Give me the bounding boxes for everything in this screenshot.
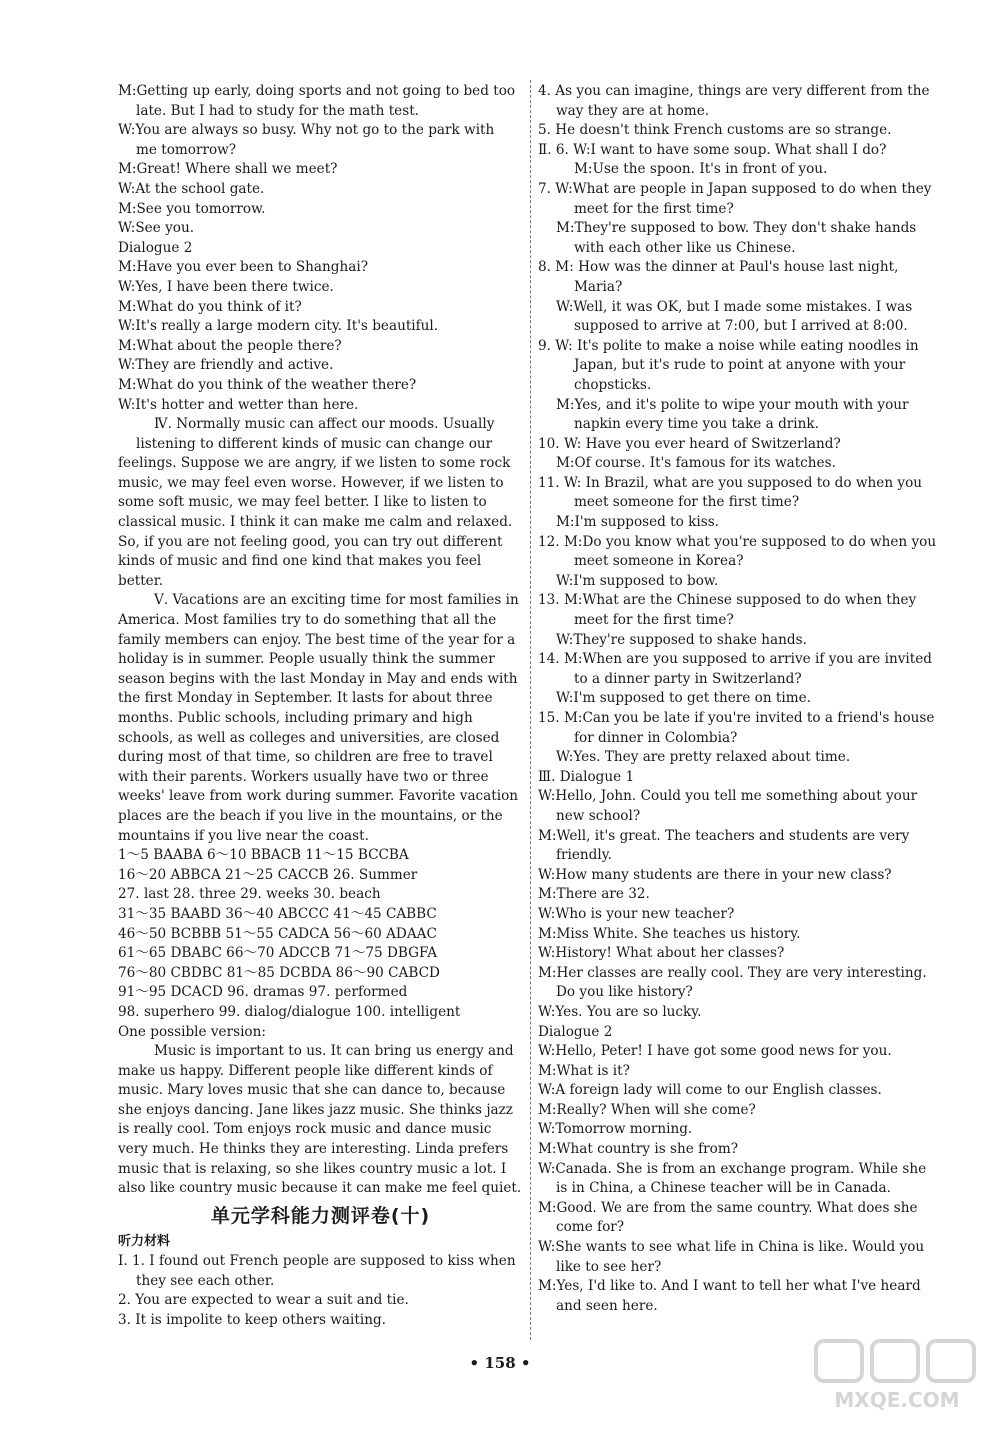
text-line: 11. W: In Brazil, what are you supposed to do when you: [538, 474, 923, 491]
text-line: better.: [118, 572, 164, 589]
text-line: Japan, but it's rude to point at anyone with your: [574, 357, 906, 374]
text-line: W:Hello, Peter! I have got some good news for you.: [538, 1043, 892, 1060]
text-line: Ⅰ. 1. I found out French people are supposed to kiss when: [118, 1253, 516, 1270]
text-line: M:Good. We are from the same country. What does she: [538, 1199, 918, 1216]
text-line: like to see her?: [556, 1258, 662, 1275]
text-line: months. Public schools, including primary and high: [118, 710, 473, 726]
column-divider: [530, 80, 531, 1340]
text-line: meet someone in Korea?: [574, 553, 744, 570]
text-line: Ⅳ. Normally music can affect our moods. Usually: [154, 416, 495, 433]
text-line: W:Yes, I have been there twice.: [118, 278, 334, 295]
text-line: M:Yes, I'd like to. And I want to tell her what I've heard: [538, 1278, 921, 1295]
text-line: 14. M:When are you supposed to arrive if you are invited: [538, 651, 932, 668]
text-line: Dialogue 2: [538, 1023, 613, 1040]
text-line: M:What do you think of it?: [118, 298, 302, 315]
text-line: listening to different kinds of music can change our: [136, 435, 493, 452]
watermark-logo: [812, 1337, 982, 1415]
text-line: napkin every time you take a drink.: [574, 416, 819, 433]
text-line: with each other like us Chinese.: [574, 239, 796, 256]
text-line: Music is important to us. It can bring us energy and: [154, 1043, 514, 1060]
text-line: way they are at home.: [556, 102, 710, 119]
text-line: she enjoys dancing. Jane likes jazz music. She thinks jazz: [118, 1101, 513, 1118]
right-column: [538, 82, 948, 1316]
text-line: W:I'm supposed to bow.: [556, 572, 719, 589]
text-line: M:Well, it's great. The teachers and students are very: [538, 827, 910, 844]
text-line: 10. W: Have you ever heard of Switzerland?: [538, 435, 841, 452]
right-text-block: [538, 82, 948, 1316]
text-line: 3. It is impolite to keep others waiting.: [118, 1311, 386, 1328]
text-line: W:See you.: [118, 220, 195, 237]
text-line: 4. As you can imagine, things are very different from the: [538, 83, 930, 99]
text-line: Dialogue 2: [118, 239, 193, 256]
text-line: Ⅲ. Dialogue 1: [538, 768, 635, 785]
text-line: M:I'm supposed to kiss.: [556, 514, 720, 531]
text-line: W:Tomorrow morning.: [538, 1121, 693, 1138]
text-line: 27. last 28. three 29. weeks 30. beach: [118, 886, 381, 903]
text-line: Ⅴ. Vacations are an exciting time for most families in: [154, 592, 519, 609]
text-line: America. Most families try to do something that all the: [118, 612, 497, 629]
text-line: W:A foreign lady will come to our English classes.: [538, 1082, 882, 1099]
section-title: 单元学科能力测评卷(十): [210, 1204, 431, 1227]
text-line: 2. You are expected to wear a suit and tie.: [118, 1292, 409, 1309]
text-line: W:They're supposed to shake hands.: [556, 631, 807, 648]
text-line: W:I'm supposed to get there on time.: [556, 690, 812, 707]
text-line: M:See you tomorrow.: [118, 200, 266, 217]
text-line: they see each other.: [136, 1272, 275, 1289]
text-line: 46～50 BCBBB 51～55 CADCA 56～60 ADAAC: [118, 925, 437, 942]
text-line: W:Who is your new teacher?: [538, 905, 735, 922]
text-line: 16～20 ABBCA 21～25 CACCB 26. Summer: [118, 866, 418, 883]
text-line: and seen here.: [556, 1297, 658, 1314]
text-line: meet for the first time?: [574, 612, 734, 629]
text-line: Maria?: [574, 278, 623, 295]
text-line: 7. W:What are people in Japan supposed to do when they: [538, 180, 932, 197]
left-column: [118, 82, 523, 1330]
text-line: One possible version:: [118, 1023, 266, 1040]
page-number-bullet-right: •: [520, 1354, 531, 1372]
text-line: some soft music, we may feel better. I like to listen to: [118, 494, 487, 511]
text-line: is in China, a Chinese teacher will be in Canada.: [556, 1180, 891, 1197]
text-line: M:Great! Where shall we meet?: [118, 161, 338, 178]
text-line: with their parents. Workers usually have two or three: [118, 768, 489, 785]
text-line: M:Of course. It's famous for its watches.: [556, 455, 836, 472]
text-line: W:Canada. She is from an exchange program. While she: [538, 1160, 927, 1177]
text-line: is really cool. Tom enjoys rock music and dance music: [118, 1121, 492, 1138]
left-after-block: [118, 1252, 523, 1330]
sub-heading: 听力材料: [118, 1234, 171, 1250]
text-line: weeks' leave from work during summer. Favorite vacation: [118, 788, 519, 805]
text-line: 15. M:Can you be late if you're invited to a friend's house: [538, 710, 935, 726]
text-line: meet someone for the first time?: [574, 494, 800, 511]
watermark-text: MXQE.COM: [834, 1388, 960, 1412]
text-line: 31～35 BAABD 36～40 ABCCC 41～45 CABBC: [118, 905, 437, 922]
text-line: W:At the school gate.: [118, 180, 265, 197]
text-line: W:History! What about her classes?: [538, 945, 785, 962]
text-line: also like country music because it can make me feel quiet.: [118, 1180, 522, 1197]
text-line: W:They are friendly and active.: [118, 357, 334, 374]
text-line: W:She wants to see what life in China is like. Would you: [538, 1239, 925, 1256]
text-line: meet for the first time?: [574, 200, 734, 217]
text-line: music that is relaxing, so she likes country music a lot. I: [118, 1160, 507, 1177]
text-line: 98. superhero 99. dialog/dialogue 100. intelligent: [118, 1003, 461, 1020]
text-line: M:Getting up early, doing sports and not going to bed too: [118, 83, 516, 99]
text-line: late. But I had to study for the math test.: [136, 102, 419, 119]
text-line: M:Use the spoon. It's in front of you.: [574, 161, 828, 178]
text-line: me tomorrow?: [136, 141, 237, 158]
text-line: M:What is it?: [538, 1062, 630, 1079]
text-line: W:Hello, John. Could you tell me something about your: [538, 788, 918, 805]
text-line: So, if you are not feeling good, you can try out different: [118, 533, 503, 550]
text-line: the first Monday in September. It lasts for about three: [118, 690, 493, 707]
text-line: Do you like history?: [556, 984, 693, 1001]
text-line: W:Well, it was OK, but I made some mistakes. I was: [556, 298, 913, 315]
text-line: 13. M:What are the Chinese supposed to do when they: [538, 592, 917, 609]
text-line: 5. He doesn't think French customs are so strange.: [538, 122, 892, 139]
text-line: M:What do you think of the weather there?: [118, 376, 417, 393]
text-line: M:They're supposed to bow. They don't shake hands: [556, 220, 917, 237]
text-line: music. Mary loves music that she can dance to, because: [118, 1082, 506, 1099]
text-line: W:It's really a large modern city. It's beautiful.: [118, 318, 439, 335]
text-line: family members can enjoy. The best time of the year for a: [118, 631, 516, 648]
text-line: M:Yes, and it's polite to wipe your mouth with your: [556, 396, 909, 413]
text-line: M:Have you ever been to Shanghai?: [118, 259, 368, 276]
text-line: feelings. Suppose we are angry, if we listen to some rock: [118, 455, 511, 472]
text-line: mountains if you live near the coast.: [118, 827, 369, 844]
text-line: new school?: [556, 807, 641, 824]
text-line: W:How many students are there in your new class?: [538, 866, 892, 883]
text-line: M:What about the people there?: [118, 337, 342, 354]
text-line: M:What country is she from?: [538, 1141, 739, 1158]
text-line: make us happy. Different people like different kinds of: [118, 1062, 493, 1079]
text-line: classical music. I think it can make me calm and relaxed.: [118, 514, 513, 531]
text-line: 76～80 CBDBC 81～85 DCBDA 86～90 CABCD: [118, 964, 440, 981]
text-line: places are the beach if you live in the mountains, or the: [118, 807, 503, 824]
text-line: holiday is in summer. People usually think the summer: [118, 651, 495, 668]
text-line: schools, as well as colleges and universities, are closed: [118, 729, 500, 746]
text-line: Ⅱ. 6. W:I want to have some soup. What shall I do?: [538, 141, 887, 158]
text-line: 12. M:Do you know what you're supposed to do when you: [538, 533, 937, 550]
text-line: kinds of music and find one kind that makes you feel: [118, 553, 482, 570]
text-line: M:There are 32.: [538, 886, 650, 903]
text-line: very much. He thinks they are interesting. Linda prefers: [118, 1141, 509, 1158]
text-line: friendly.: [556, 847, 612, 864]
text-line: M:Her classes are really cool. They are very interesting.: [538, 964, 927, 981]
text-line: 9. W: It's polite to make a noise while eating noodles in: [538, 337, 919, 354]
text-line: M:Miss White. She teaches us history.: [538, 925, 801, 942]
left-text-block: [118, 82, 523, 1199]
text-line: for dinner in Colombia?: [574, 729, 738, 746]
text-line: M:Really? When will she come?: [538, 1101, 756, 1118]
text-line: 8. M: How was the dinner at Paul's house last night,: [538, 259, 899, 276]
text-line: W:Yes. They are pretty relaxed about time.: [556, 749, 851, 766]
text-line: season begins with the last Monday in May and ends with: [118, 670, 518, 687]
text-line: come for?: [556, 1219, 625, 1236]
text-line: 91～95 DCACD 96. dramas 97. performed: [118, 984, 408, 1001]
text-line: during most of that time, so children are free to travel: [118, 749, 493, 766]
text-line: supposed to arrive at 7:00, but I arrived at 8:00.: [574, 318, 908, 335]
text-line: W:Yes. You are so lucky.: [538, 1003, 702, 1020]
text-line: music, we may feel even worse. However, if we listen to: [118, 474, 504, 491]
text-line: 61～65 DBABC 66～70 ADCCB 71～75 DBGFA: [118, 945, 438, 962]
text-line: W:You are always so busy. Why not go to the park with: [118, 122, 495, 139]
page-number-bullet-left: •: [469, 1354, 480, 1372]
text-line: chopsticks.: [574, 376, 652, 393]
text-line: W:It's hotter and wetter than here.: [118, 396, 359, 413]
text-line: to a dinner party in Switzerland?: [574, 670, 802, 687]
page-number-value: 158: [484, 1354, 516, 1372]
text-line: 1～5 BAABA 6～10 BBACB 11～15 BCCBA: [118, 847, 409, 864]
